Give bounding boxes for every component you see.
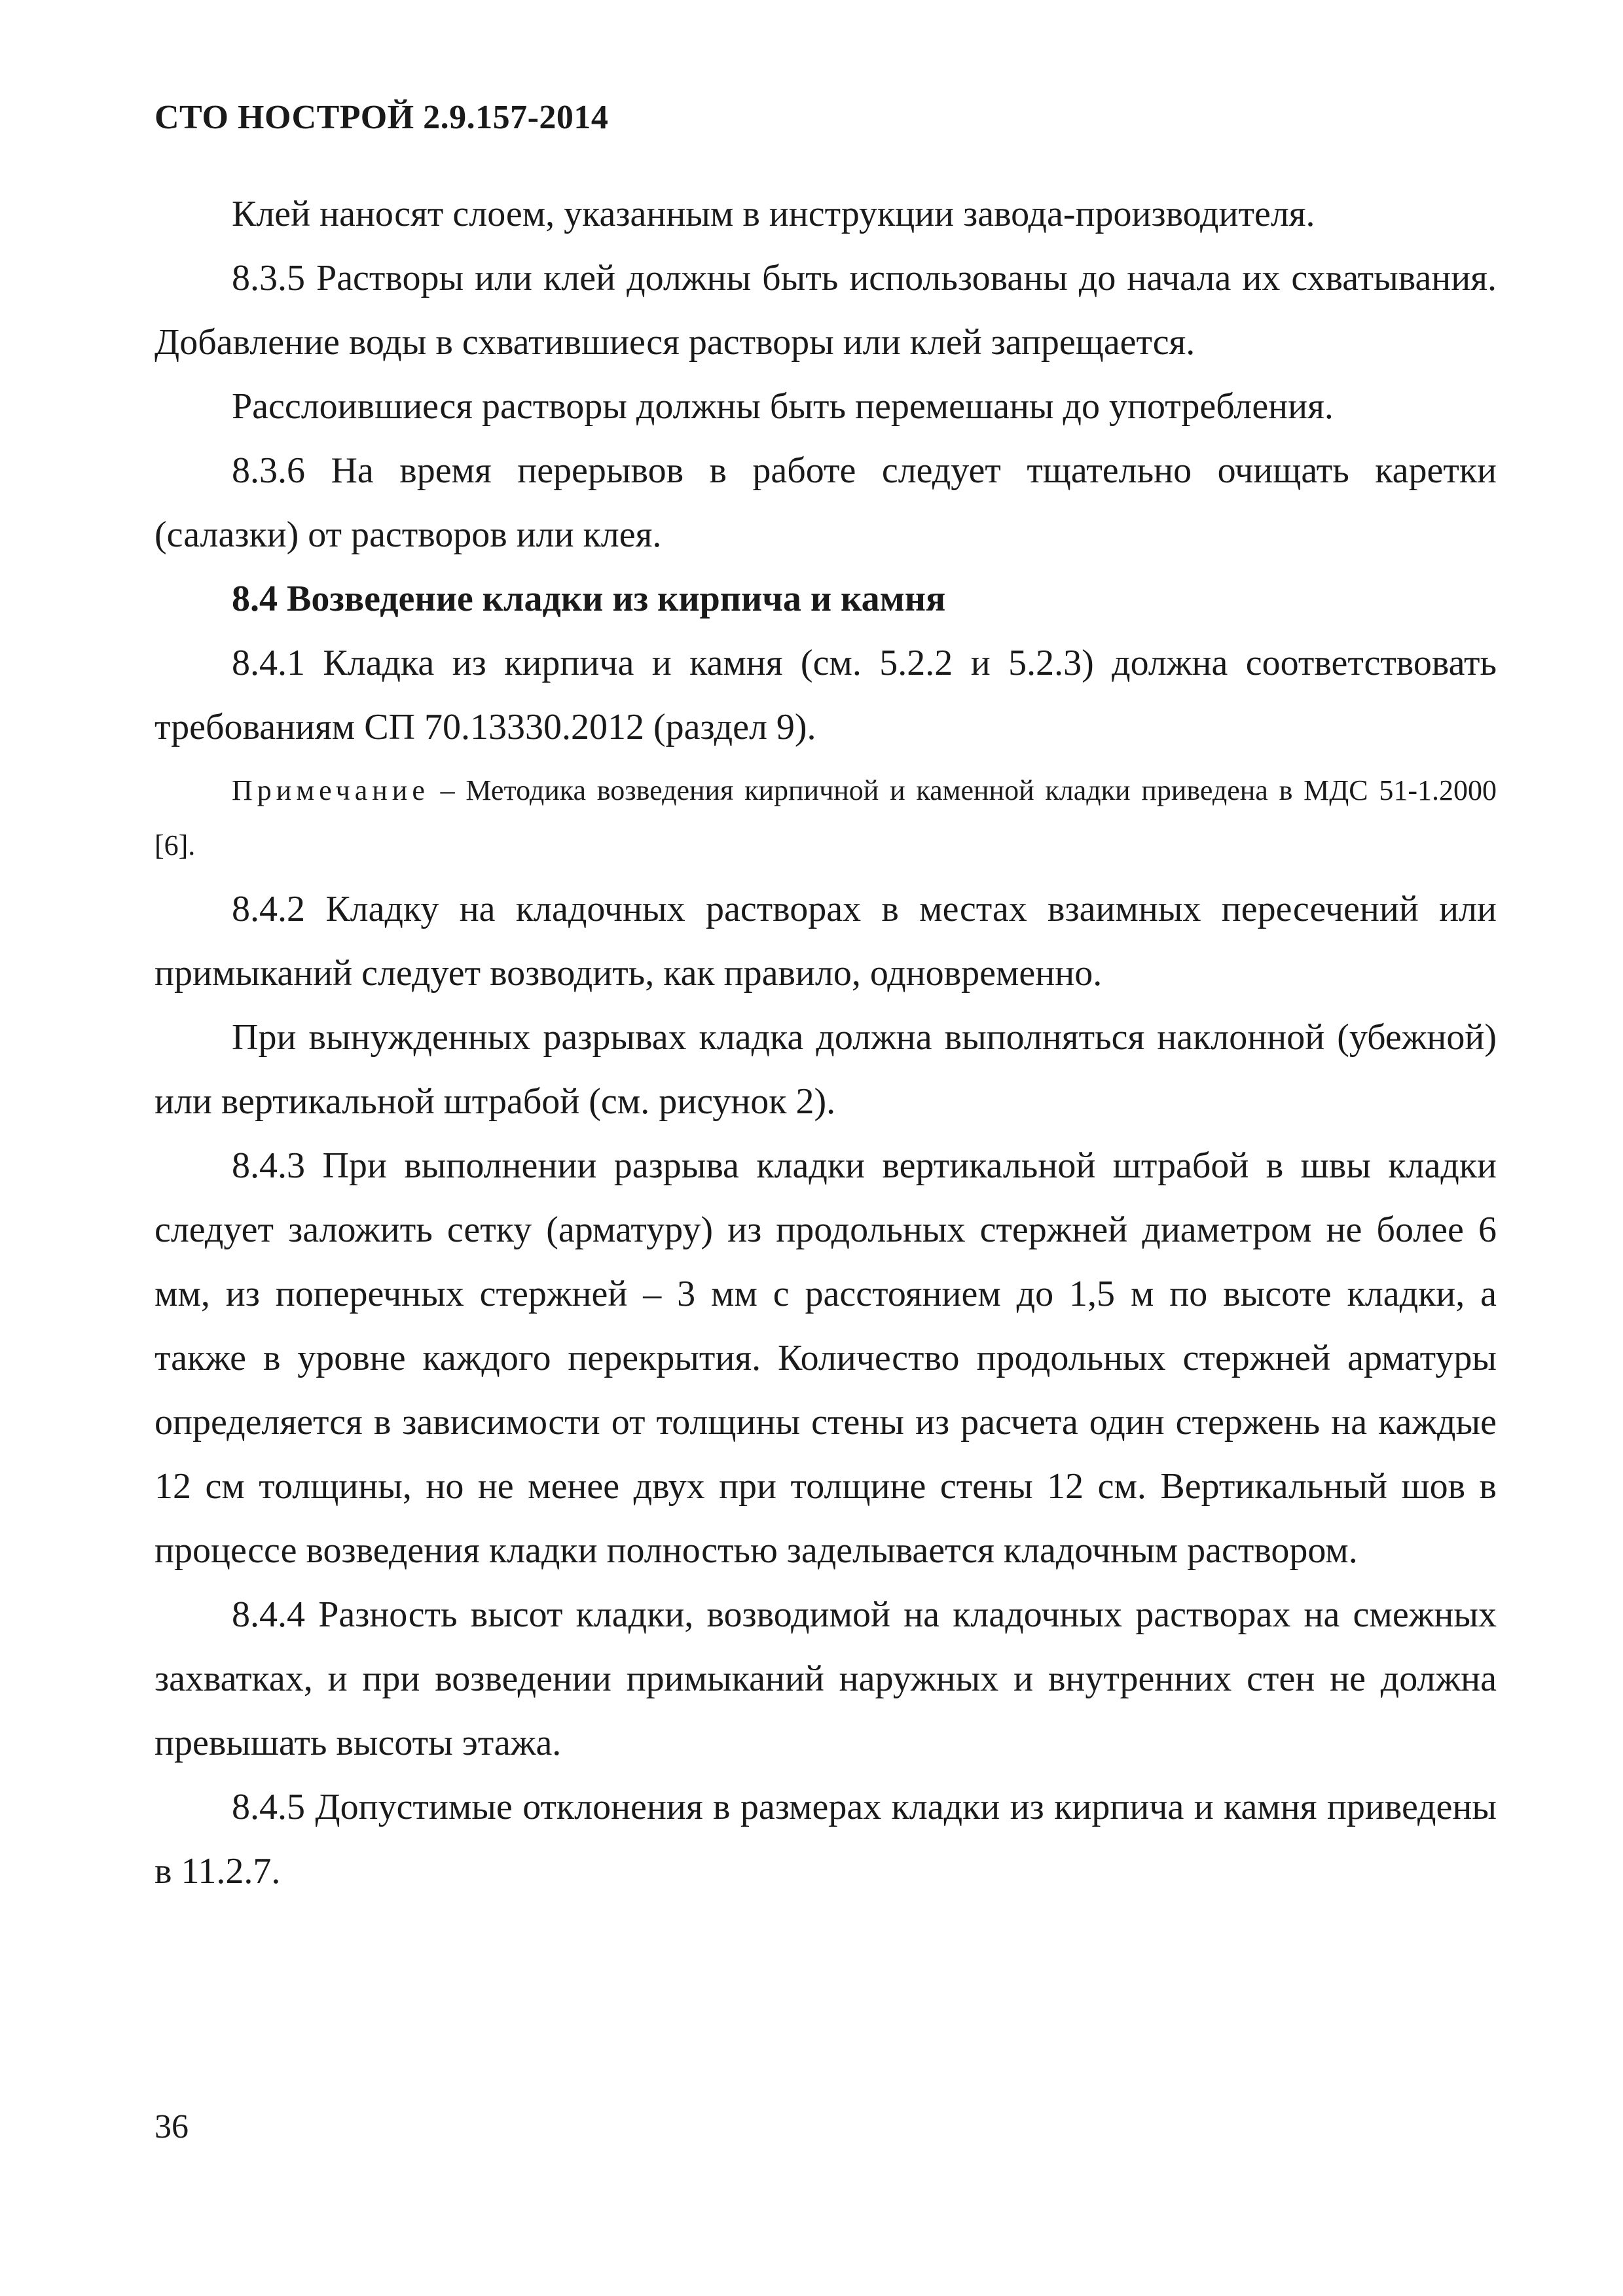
paragraph: 8.4.2 Кладку на кладочных растворах в местах взаимных пересечений или примыканий следует возводить, как правило, одновременно. — [155, 889, 1497, 994]
document-header: СТО НОСТРОЙ 2.9.157-2014 — [155, 99, 609, 136]
paragraph: 8.4.1 Кладка из кирпича и камня (см. 5.2.2 и 5.2.3) должна соответствовать требованиям СП 70.13330.2012 (раздел 9). — [155, 643, 1497, 747]
paragraph: Клей наносят слоем, указанным в инструкции завода-производителя. — [232, 194, 1315, 234]
section-heading: 8.4 Возведение кладки из кирпича и камня — [232, 579, 946, 619]
page-number: 36 — [155, 2108, 189, 2145]
paragraph: 8.4.3 При выполнении разрыва кладки вертикальной штрабой в швы кладки следует заложить сетку (арматуру) из продольных стержней диаметром не более 6 мм, из поперечных стержней – 3 мм с расстоянием до 1,5 м по высоте кладки, а также в уровне каждого перекрытия. Количество продольных стержней арматуры определяется в зависимости от толщины стены из расчета один стержень на каждые 12 см толщины, но не менее двух при толщине стены 12 см. Вертикальный шов в процессе возведения кладки полностью заделывается кладочным раствором. — [155, 1145, 1497, 1571]
paragraph: 8.3.5 Растворы или клей должны быть использованы до начала их схватывания. Добавление воды в схватившиеся растворы или клей запрещается. — [155, 258, 1497, 363]
paragraph: 8.3.6 На время перерывов в работе следует тщательно очищать каретки (салазки) от растворов или клея. — [155, 450, 1497, 555]
paragraph: Расслоившиеся растворы должны быть перемешаны до употребления. — [232, 386, 1334, 427]
document-body — [155, 182, 1497, 1903]
note — [155, 763, 1497, 873]
paragraph: 8.4.5 Допустимые отклонения в размерах кладки из кирпича и камня приведены в 11.2.7. — [155, 1787, 1497, 1892]
note-text: – Методика возведения кирпичной и каменной кладки приведена в МДС 51-1.2000 [6]. — [155, 774, 1497, 861]
paragraph: 8.4.4 Разность высот кладки, возводимой на кладочных растворах на смежных захватках, и при возведении примыканий наружных и внутренних стен не должна превышать высоты этажа. — [155, 1594, 1497, 1763]
paragraph: При вынужденных разрывах кладка должна выполняться наклонной (убежной) или вертикальной штрабой (см. рисунок 2). — [155, 1017, 1497, 1122]
note-label: Примечание — [232, 774, 429, 806]
